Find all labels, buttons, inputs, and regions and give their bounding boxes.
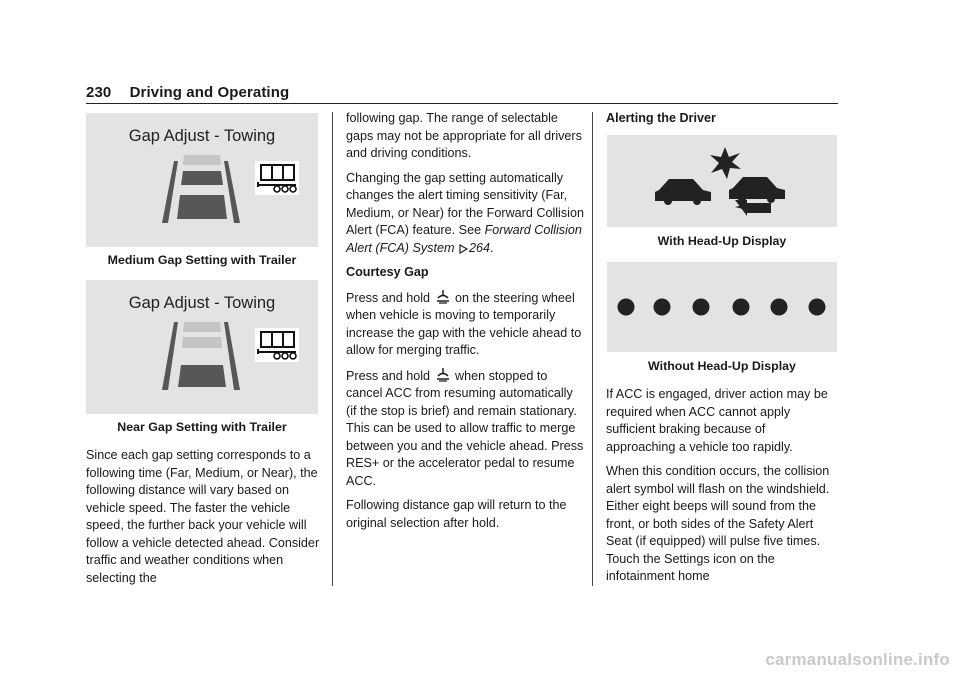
- column-divider: [332, 112, 333, 586]
- gap-near-graphic: [86, 280, 318, 414]
- paragraph-text: Press and hold when stopped to cancel ACC from resuming automatically (if the stop is brief) and remain stationary. This can be used to allow traffic to merge between you and the vehicle ahead. Press RES+ or the accelerator pedal to resume ACC.: [346, 368, 584, 488]
- page-reference-icon: [459, 244, 468, 254]
- body-paragraph: [86, 447, 324, 594]
- collision-alert-icon: [607, 135, 837, 227]
- column-divider: [592, 112, 593, 586]
- paragraph-text: Changing the gap setting automatically changes the alert timing sensitivity (Far, Medium, or Near) for the Forward Collision Alert (FCA) feature. See Forward Collision Alert (FCA) System 264.: [346, 170, 584, 255]
- page-reference[interactable]: 264: [468, 240, 490, 255]
- trailer-icon: [255, 328, 299, 362]
- following-gap-icon: [435, 289, 451, 304]
- figure-caption: Medium Gap Setting with Trailer: [107, 253, 297, 267]
- header-rule: [86, 103, 838, 104]
- hud-collision-figure: [607, 135, 837, 227]
- paragraph-text: If ACC is engaged, driver action may be required when ACC cannot apply sufficient braking because of approaching a vehicle too rapidly.: [606, 387, 828, 454]
- paragraph-text: Changing the gap setting automatically changes the alert timing sensitivity (Far, Medium, or Near) for the Forward Collision Alert (FCA) feature. See: [346, 170, 584, 237]
- figure-caption: Without Head-Up Display: [648, 359, 796, 373]
- gap-medium-figure: [86, 113, 318, 247]
- watermark: carmanualsonline.info: [765, 650, 950, 669]
- subheading-courtesy-gap: Courtesy Gap: [346, 265, 429, 279]
- figure-caption: With Head-Up Display: [657, 234, 787, 248]
- page-header: [86, 84, 289, 101]
- paragraph-text: following gap. The range of selectable gaps may not be appropriate for all drivers and driving conditions.: [346, 111, 582, 160]
- paragraph-text: Since each gap setting corresponds to a following time (Far, Medium, or Near), the following distance will vary based on vehicle speed. The faster the vehicle speed, the further back your vehicle will follow a vehicle detected ahead. Consider traffic and weather conditions when selecting the: [86, 448, 320, 585]
- gap-near-figure: [86, 280, 318, 414]
- cross-reference-link[interactable]: Forward Collision Alert (FCA) System: [346, 223, 582, 255]
- trailer-icon: [255, 161, 299, 195]
- right-column-text: [606, 386, 838, 593]
- gap-medium-graphic: [86, 113, 318, 247]
- section-title: Driving and Operating: [129, 84, 290, 101]
- no-hud-figure: [607, 262, 837, 352]
- paragraph-text: Following distance gap will return to the original selection after hold.: [346, 498, 567, 530]
- page-number: 230: [86, 84, 112, 101]
- paragraph-text: Press and hold on the steering wheel when vehicle is moving to temporarily increase the gap with the vehicle ahead to allow for merging traffic.: [346, 290, 582, 357]
- figure-title: Gap Adjust - Towing: [128, 127, 276, 145]
- alert-lights-graphic: [607, 262, 837, 352]
- paragraph-text: When this condition occurs, the collision alert symbol will flash on the windshield. Either eight beeps will sound from the front, or both sides of the Safety Alert Seat (if equipped) will pulse five times. Touch the Settings icon on the infotainment home: [606, 464, 830, 583]
- middle-column: [346, 110, 584, 539]
- figure-caption: Near Gap Setting with Trailer: [117, 420, 287, 434]
- following-gap-icon: [435, 367, 451, 382]
- subheading-alerting-driver: Alerting the Driver: [606, 111, 716, 125]
- figure-title: Gap Adjust - Towing: [128, 294, 276, 312]
